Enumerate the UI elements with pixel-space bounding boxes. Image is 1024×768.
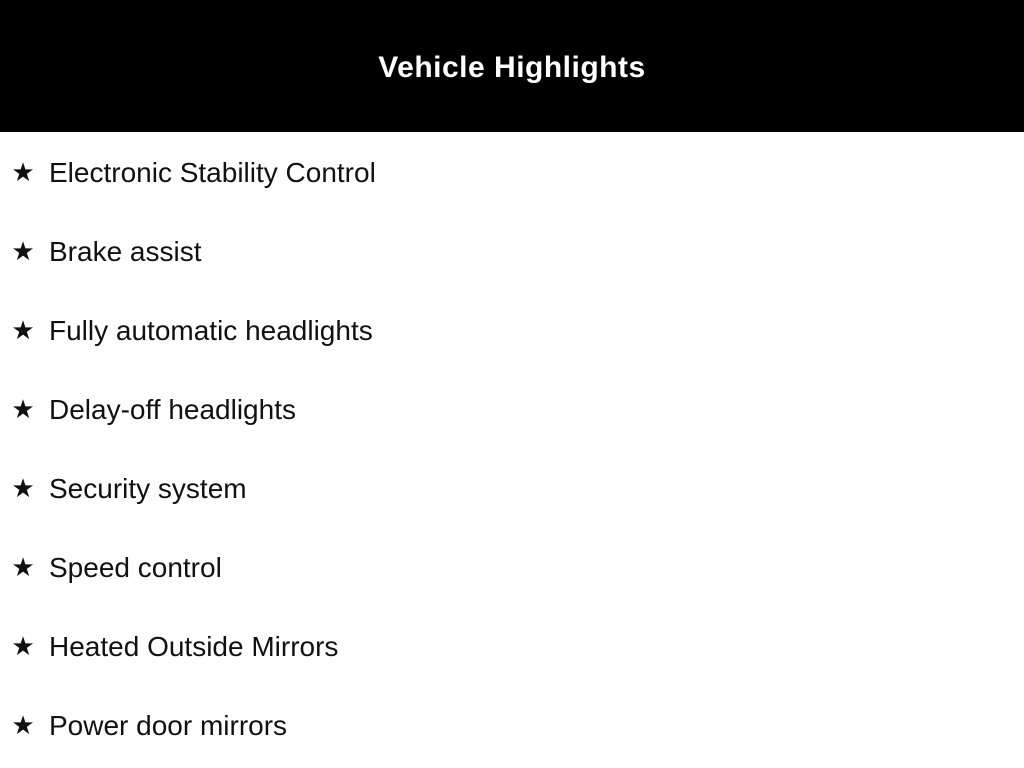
feature-label: Speed control <box>49 552 222 583</box>
list-item <box>10 630 1024 663</box>
list-item <box>10 314 1024 347</box>
list-item <box>10 393 1024 426</box>
star-icon: ★ <box>11 236 35 266</box>
list-item <box>10 709 1024 742</box>
list-item <box>10 472 1024 505</box>
page-header <box>0 0 1024 132</box>
star-icon: ★ <box>11 394 35 424</box>
feature-label: Electronic Stability Control <box>49 157 376 188</box>
feature-label: Heated Outside Mirrors <box>49 631 339 662</box>
star-icon: ★ <box>11 552 35 582</box>
list-item <box>10 235 1024 268</box>
star-icon: ★ <box>11 315 35 345</box>
feature-list <box>0 132 1024 742</box>
list-item <box>10 551 1024 584</box>
star-icon: ★ <box>11 473 35 503</box>
feature-label: Brake assist <box>49 236 202 267</box>
feature-label: Security system <box>49 473 247 504</box>
star-icon: ★ <box>11 710 35 740</box>
star-icon: ★ <box>11 157 35 187</box>
list-item <box>10 156 1024 189</box>
page-title: Vehicle Highlights <box>378 51 646 84</box>
feature-label: Delay-off headlights <box>49 394 296 425</box>
star-icon: ★ <box>11 631 35 661</box>
feature-label: Power door mirrors <box>49 710 288 741</box>
feature-label: Fully automatic headlights <box>49 315 373 346</box>
